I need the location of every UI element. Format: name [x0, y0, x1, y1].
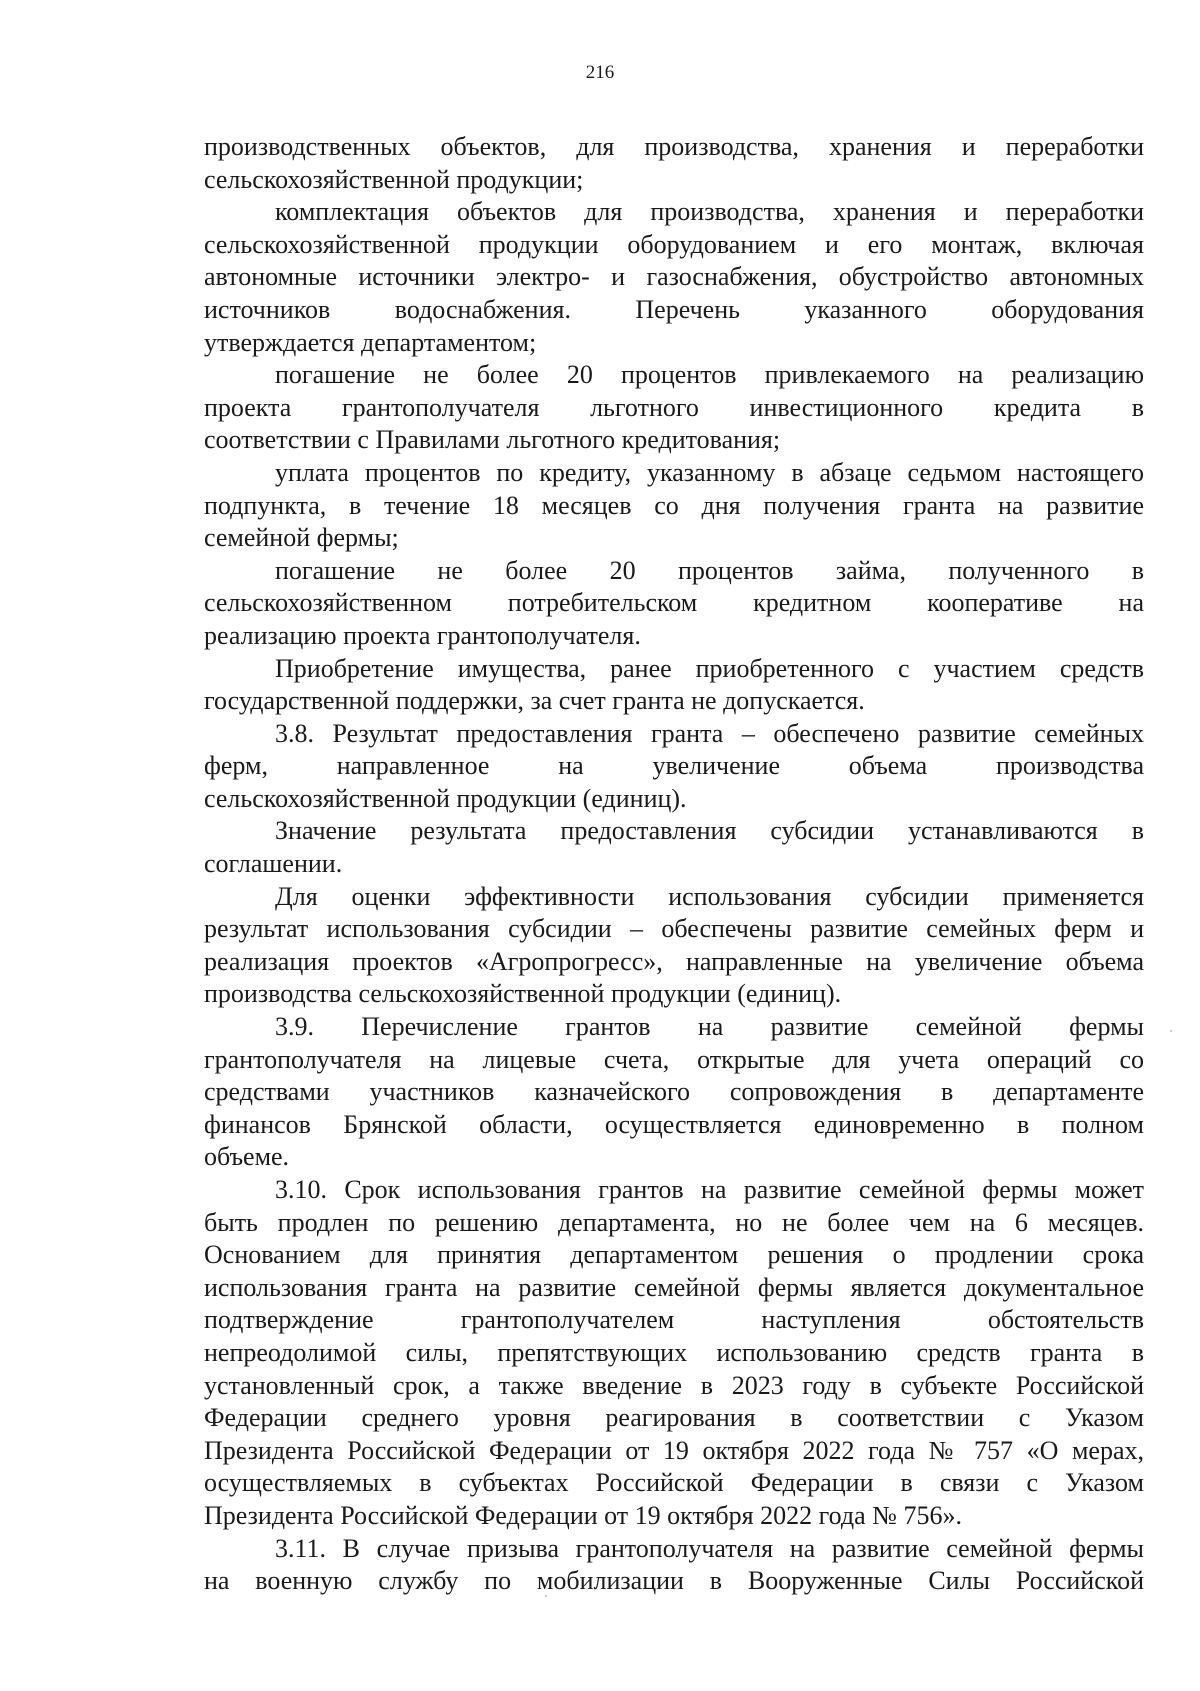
text-line: семейной фермы; — [204, 523, 399, 553]
text-line: результат использования субсидии – обеспечены развитие семейных ферм и — [204, 914, 1144, 944]
text-line: финансов Брянской области, осуществляется единовременно в полном — [204, 1109, 1144, 1139]
text-line: средствами участников казначейского сопровождения в департаменте — [204, 1077, 1144, 1107]
text-line: на военную службу по мобилизации в Вооруженные Силы Российской — [204, 1566, 1144, 1596]
text-line: сельскохозяйственной продукции оборудованием и его монтаж, включая — [204, 229, 1144, 259]
scan-speck — [545, 1595, 547, 1597]
text-line: Приобретение имущества, ранее приобретенного с участием средств — [275, 653, 1144, 683]
text-line: Федерации среднего уровня реагирования в соответствии с Указом — [204, 1403, 1144, 1433]
text-line: производства сельскохозяйственной продукции (единиц). — [204, 979, 842, 1009]
text-line: сельскохозяйственной продукции (единиц). — [204, 783, 687, 813]
text-line: сельскохозяйственном потребительском кредитном кооперативе на — [204, 588, 1144, 618]
text-line: непреодолимой силы, препятствующих использованию средств гранта в — [204, 1337, 1144, 1367]
text-line: уплата процентов по кредиту, указанному в абзаце седьмом настоящего — [275, 457, 1144, 487]
text-line: 3.11. В случае призыва грантополучателя на развитие семейной фермы — [275, 1533, 1144, 1563]
text-line: быть продлен по решению департамента, но не более чем на 6 месяцев. — [204, 1207, 1144, 1237]
text-line: утверждается департаментом; — [204, 327, 537, 357]
text-line: ферм, направленное на увеличение объема производства — [204, 751, 1144, 781]
text-line: государственной поддержки, за счет гранта не допускается. — [204, 686, 865, 716]
text-line: Президента Российской Федерации от 19 октября 2022 года № 757 «О мерах, — [204, 1435, 1144, 1465]
text-line: автономные источники электро- и газоснабжения, обустройство автономных — [204, 262, 1144, 292]
text-line: 3.10. Срок использования грантов на развитие семейной фермы может — [275, 1175, 1144, 1204]
text-line: подтверждение грантополучателем наступления обстоятельств — [204, 1305, 1144, 1335]
text-line: погашение не более 20 процентов займа, полученного в — [275, 555, 1144, 585]
text-line: Для оценки эффективности использования субсидии применяется — [275, 881, 1144, 911]
text-line: соглашении. — [204, 849, 343, 879]
text-line: погашение не более 20 процентов привлекаемого на реализацию — [275, 360, 1144, 390]
text-line: соответствии с Правилами льготного кредитования; — [204, 425, 781, 455]
text-line: объеме. — [204, 1142, 290, 1172]
document-body — [204, 131, 1144, 1598]
text-line: 3.9. Перечисление грантов на развитие семейной фермы — [275, 1012, 1144, 1042]
page-number: 216 — [585, 62, 615, 83]
text-line: реализацию проекта грантополучателя. — [204, 620, 641, 650]
text-line: реализация проектов «Агропрогресс», направленные на увеличение объема — [204, 946, 1144, 976]
text-line: подпункта, в течение 18 месяцев со дня получения гранта на развитие — [204, 490, 1144, 520]
text-line: Президента Российской Федерации от 19 октября 2022 года № 756». — [204, 1500, 962, 1530]
text-line: источников водоснабжения. Перечень указанного оборудования — [204, 294, 1144, 324]
text-line: установленный срок, а также введение в 2023 году в субъекте Российской — [204, 1370, 1144, 1400]
text-line: производственных объектов, для производства, хранения и переработки — [204, 132, 1144, 161]
text-line: Значение результата предоставления субсидии устанавливаются в — [275, 816, 1144, 846]
text-line: сельскохозяйственной продукции; — [204, 164, 584, 194]
text-line: проекта грантополучателя льготного инвестиционного кредита в — [204, 392, 1144, 422]
scan-speck — [1170, 1030, 1172, 1032]
text-line: использования гранта на развитие семейной фермы является документальное — [204, 1272, 1144, 1302]
text-line: комплектация объектов для производства, хранения и переработки — [275, 197, 1144, 227]
text-line: осуществляемых в субъектах Российской Федерации в связи с Указом — [204, 1468, 1144, 1498]
text-line: грантополучателя на лицевые счета, открытые для учета операций со — [204, 1044, 1144, 1074]
text-line: Основанием для принятия департаментом решения о продлении срока — [204, 1240, 1144, 1270]
text-line: 3.8. Результат предоставления гранта – обеспечено развитие семейных — [275, 718, 1144, 748]
